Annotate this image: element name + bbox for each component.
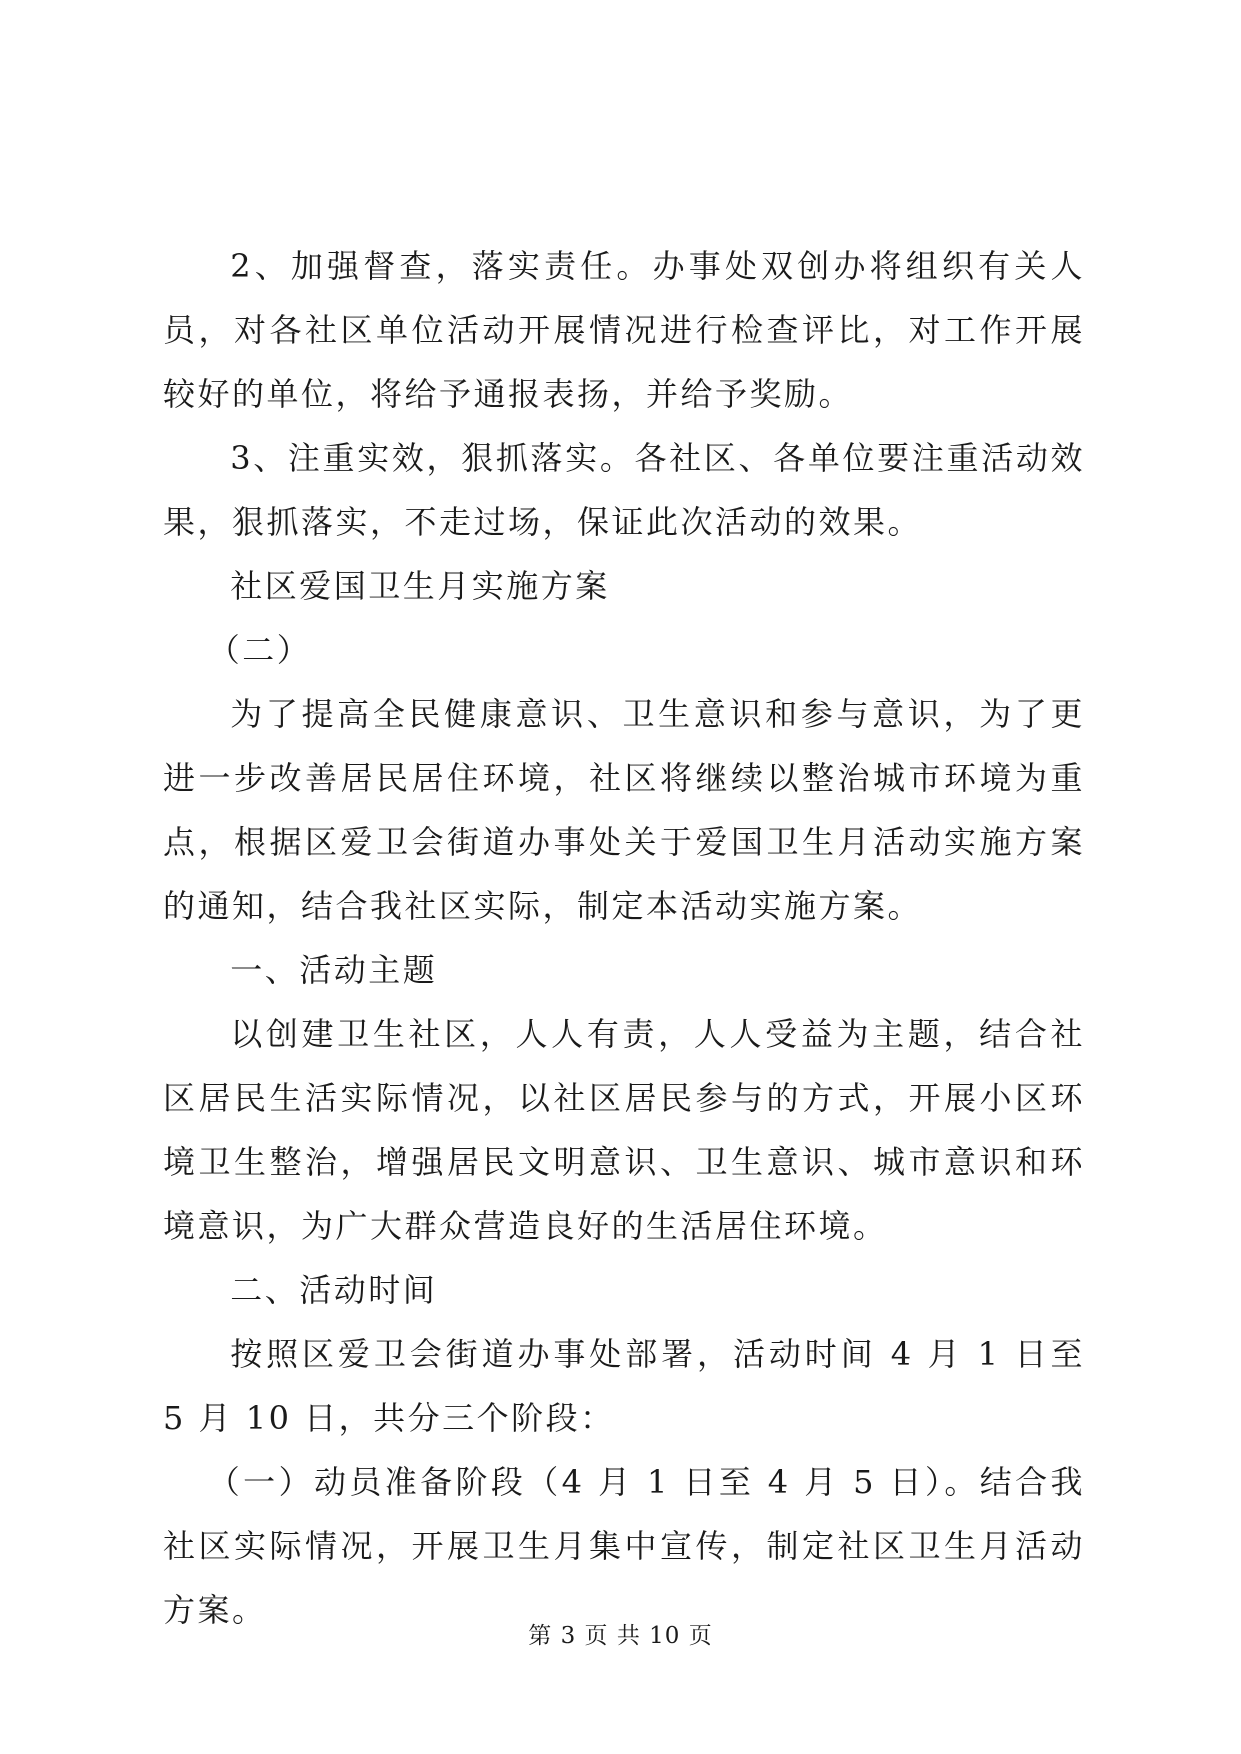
section-heading-theme: 一、活动主题 (230, 951, 438, 989)
paragraph-theme: 以创建卫生社区，人人有责，人人受益为主题，结合社区居民生活实际情况，以社区居民参与的方式，开展小区环境卫生整治，增强居民文明意识、卫生意识、城市意识和环境意识，为广大群众营造良好的生活居住环境。 (163, 1015, 1085, 1245)
page-number-footer: 第 3 页 共 10 页 (528, 1623, 713, 1649)
paragraph-stage-one: （一）动员准备阶段（4 月 1 日至 4 月 5 日）。结合我社区实际情况，开展卫生月集中宣传，制定社区卫生月活动方案。 (163, 1463, 1085, 1629)
paragraph-purpose: 为了提高全民健康意识、卫生意识和参与意识，为了更进一步改善居民居住环境，社区将继续以整治城市环境为重点，根据区爱卫会街道办事处关于爱国卫生月活动实施方案的通知，结合我社区实际，制定本活动实施方案。 (163, 695, 1085, 925)
paragraph-inspection: 2、加强督查，落实责任。办事处双创办将组织有关人员，对各社区单位活动开展情况进行检查评比，对工作开展较好的单位，将给予通报表扬，并给予奖励。 (163, 247, 1085, 413)
paragraph-effectiveness: 3、注重实效，狠抓落实。各社区、各单位要注重活动效果，狠抓落实，不走过场，保证此次活动的效果。 (163, 439, 1085, 541)
document-title: 社区爱国卫生月实施方案 (230, 567, 610, 605)
document-subtitle: （二） (207, 631, 312, 669)
paragraph-time: 按照区爱卫会街道办事处部署，活动时间 4 月 1 日至 5 月 10 日，共分三个阶段： (163, 1335, 1085, 1437)
document-body (163, 234, 1085, 1642)
section-heading-time: 二、活动时间 (230, 1271, 438, 1309)
